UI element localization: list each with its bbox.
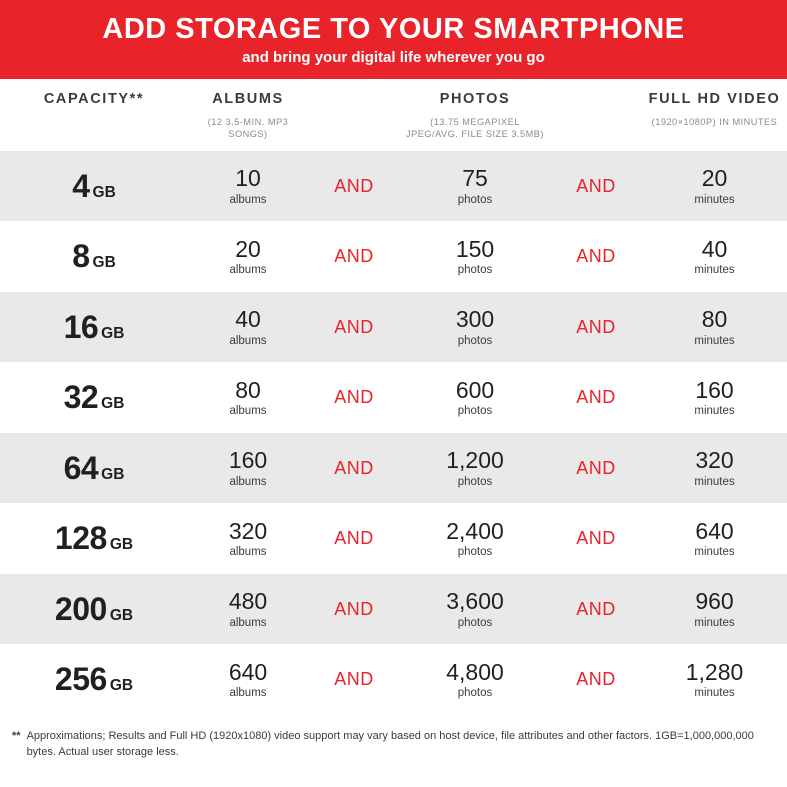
video-label: minutes bbox=[694, 616, 735, 629]
page-subtitle: and bring your digital life wherever you go bbox=[242, 49, 545, 67]
video-label: minutes bbox=[694, 546, 735, 559]
capacity-unit: GB bbox=[109, 606, 134, 624]
cell-photos bbox=[400, 589, 550, 628]
video-label: minutes bbox=[694, 687, 735, 700]
table-row bbox=[0, 644, 787, 715]
video-value: 20 bbox=[701, 165, 728, 192]
video-label: minutes bbox=[694, 475, 735, 488]
connector-and-1: AND bbox=[334, 598, 374, 619]
video-value: 960 bbox=[695, 588, 734, 615]
table-row bbox=[0, 503, 787, 574]
photos-label: photos bbox=[457, 616, 493, 629]
capacity-value: 256 bbox=[54, 661, 107, 698]
table-row bbox=[0, 574, 787, 645]
connector-and-2: AND bbox=[576, 246, 616, 267]
cell-albums bbox=[188, 589, 308, 628]
cell-capacity bbox=[0, 238, 188, 275]
capacity-unit: GB bbox=[101, 324, 125, 342]
table-header-row bbox=[0, 79, 787, 151]
cell-albums bbox=[188, 519, 308, 558]
cell-video bbox=[642, 519, 787, 558]
column-header-video bbox=[642, 91, 787, 128]
cell-video bbox=[642, 307, 787, 346]
video-value: 40 bbox=[701, 235, 728, 262]
capacity-unit: GB bbox=[101, 395, 125, 413]
cell-video bbox=[642, 448, 787, 487]
connector-and-1: AND bbox=[334, 669, 374, 690]
connector-and-2: AND bbox=[576, 528, 616, 549]
video-value: 80 bbox=[701, 306, 728, 333]
cell-capacity bbox=[0, 168, 188, 205]
connector-and-1: AND bbox=[334, 246, 374, 267]
capacity-value: 16 bbox=[63, 308, 99, 345]
column-header-video-note: (1920×1080P) IN MINUTES bbox=[651, 116, 778, 127]
photos-value: 1,200 bbox=[446, 447, 504, 474]
photos-label: photos bbox=[457, 546, 493, 559]
table-row bbox=[0, 362, 787, 433]
capacity-unit: GB bbox=[92, 254, 116, 272]
albums-label: albums bbox=[229, 405, 267, 418]
capacity-value: 128 bbox=[54, 520, 107, 557]
connector-and-1: AND bbox=[334, 175, 374, 196]
connector-and-2: AND bbox=[576, 598, 616, 619]
column-header-albums bbox=[188, 91, 308, 141]
table-row bbox=[0, 433, 787, 504]
cell-photos bbox=[400, 448, 550, 487]
capacity-unit: GB bbox=[101, 465, 125, 483]
cell-video bbox=[642, 237, 787, 276]
photos-value: 2,400 bbox=[446, 517, 504, 544]
footnote-text: Approximations; Results and Full HD (1920x1080) video support may vary based on host device, file attributes and other factors. 1GB=1,000,000,000 bytes. Actual user storage less. bbox=[26, 729, 754, 758]
video-label: minutes bbox=[694, 264, 735, 277]
cell-photos bbox=[400, 660, 550, 699]
albums-value: 320 bbox=[228, 517, 268, 544]
photos-label: photos bbox=[457, 193, 493, 206]
albums-value: 20 bbox=[235, 235, 261, 262]
connector-and-1: AND bbox=[334, 387, 374, 408]
video-value: 640 bbox=[695, 517, 734, 544]
cell-albums bbox=[188, 307, 308, 346]
table-row bbox=[0, 221, 787, 292]
cell-photos bbox=[400, 166, 550, 205]
footnote bbox=[0, 715, 787, 771]
albums-value: 160 bbox=[228, 447, 268, 474]
capacity-unit: GB bbox=[109, 536, 134, 554]
capacity-value: 4 bbox=[72, 167, 90, 204]
albums-value: 10 bbox=[235, 165, 261, 192]
cell-video bbox=[642, 660, 787, 699]
albums-value: 480 bbox=[228, 588, 268, 615]
cell-video bbox=[642, 166, 787, 205]
photos-label: photos bbox=[457, 475, 493, 488]
column-header-photos-label: PHOTOS bbox=[439, 90, 511, 107]
cell-photos bbox=[400, 519, 550, 558]
photos-label: photos bbox=[457, 264, 493, 277]
table-row bbox=[0, 292, 787, 363]
cell-photos bbox=[400, 307, 550, 346]
photos-value: 75 bbox=[462, 165, 488, 192]
cell-albums bbox=[188, 660, 308, 699]
albums-label: albums bbox=[229, 687, 267, 700]
video-value: 160 bbox=[695, 376, 734, 403]
cell-capacity bbox=[0, 520, 188, 557]
photos-label: photos bbox=[457, 334, 493, 347]
column-header-capacity bbox=[0, 91, 188, 107]
cell-capacity bbox=[0, 450, 188, 487]
photos-value: 600 bbox=[455, 376, 495, 403]
table-body bbox=[0, 151, 787, 715]
capacity-value: 8 bbox=[72, 238, 90, 275]
cell-albums bbox=[188, 237, 308, 276]
page-title: ADD STORAGE TO YOUR SMARTPHONE bbox=[102, 13, 685, 45]
column-header-albums-note: (12 3.5-MIN. MP3 SONGS) bbox=[207, 116, 289, 140]
connector-and-1: AND bbox=[334, 316, 374, 337]
cell-albums bbox=[188, 166, 308, 205]
albums-label: albums bbox=[229, 616, 267, 629]
cell-capacity bbox=[0, 661, 188, 698]
capacity-value: 64 bbox=[63, 449, 99, 486]
cell-capacity bbox=[0, 379, 188, 416]
column-header-capacity-label: CAPACITY** bbox=[43, 90, 145, 107]
header-banner bbox=[0, 0, 787, 79]
capacity-unit: GB bbox=[92, 183, 116, 201]
capacity-value: 32 bbox=[63, 379, 99, 416]
connector-and-2: AND bbox=[576, 316, 616, 337]
albums-label: albums bbox=[229, 264, 267, 277]
photos-value: 150 bbox=[455, 235, 495, 262]
column-header-photos bbox=[400, 91, 550, 141]
connector-and-2: AND bbox=[576, 387, 616, 408]
photos-value: 300 bbox=[455, 306, 495, 333]
albums-value: 80 bbox=[235, 376, 261, 403]
connector-and-1: AND bbox=[334, 457, 374, 478]
video-value: 1,280 bbox=[685, 658, 744, 685]
albums-label: albums bbox=[229, 193, 267, 206]
albums-label: albums bbox=[229, 334, 267, 347]
video-label: minutes bbox=[694, 405, 735, 418]
capacity-value: 200 bbox=[54, 590, 107, 627]
capacity-unit: GB bbox=[109, 677, 134, 695]
video-label: minutes bbox=[694, 334, 735, 347]
connector-and-1: AND bbox=[334, 528, 374, 549]
photos-label: photos bbox=[457, 405, 493, 418]
cell-photos bbox=[400, 378, 550, 417]
albums-label: albums bbox=[229, 546, 267, 559]
connector-and-2: AND bbox=[576, 175, 616, 196]
photos-value: 4,800 bbox=[446, 658, 504, 685]
photos-value: 3,600 bbox=[446, 588, 504, 615]
cell-albums bbox=[188, 448, 308, 487]
column-header-photos-note: (13.75 MEGAPIXEL JPEG/AVG. FILE SIZE 3.5MB) bbox=[406, 116, 544, 140]
video-value: 320 bbox=[695, 447, 734, 474]
cell-video bbox=[642, 589, 787, 628]
cell-albums bbox=[188, 378, 308, 417]
albums-label: albums bbox=[229, 475, 267, 488]
albums-value: 40 bbox=[235, 306, 261, 333]
column-header-albums-label: ALBUMS bbox=[212, 90, 284, 107]
albums-value: 640 bbox=[228, 658, 268, 685]
connector-and-2: AND bbox=[576, 457, 616, 478]
cell-capacity bbox=[0, 309, 188, 346]
cell-photos bbox=[400, 237, 550, 276]
column-header-video-label: FULL HD VIDEO bbox=[648, 90, 781, 107]
cell-video bbox=[642, 378, 787, 417]
photos-label: photos bbox=[457, 687, 493, 700]
connector-and-2: AND bbox=[576, 669, 616, 690]
video-label: minutes bbox=[694, 193, 735, 206]
footnote-marker: ** bbox=[12, 729, 21, 742]
table-row bbox=[0, 151, 787, 222]
cell-capacity bbox=[0, 591, 188, 628]
